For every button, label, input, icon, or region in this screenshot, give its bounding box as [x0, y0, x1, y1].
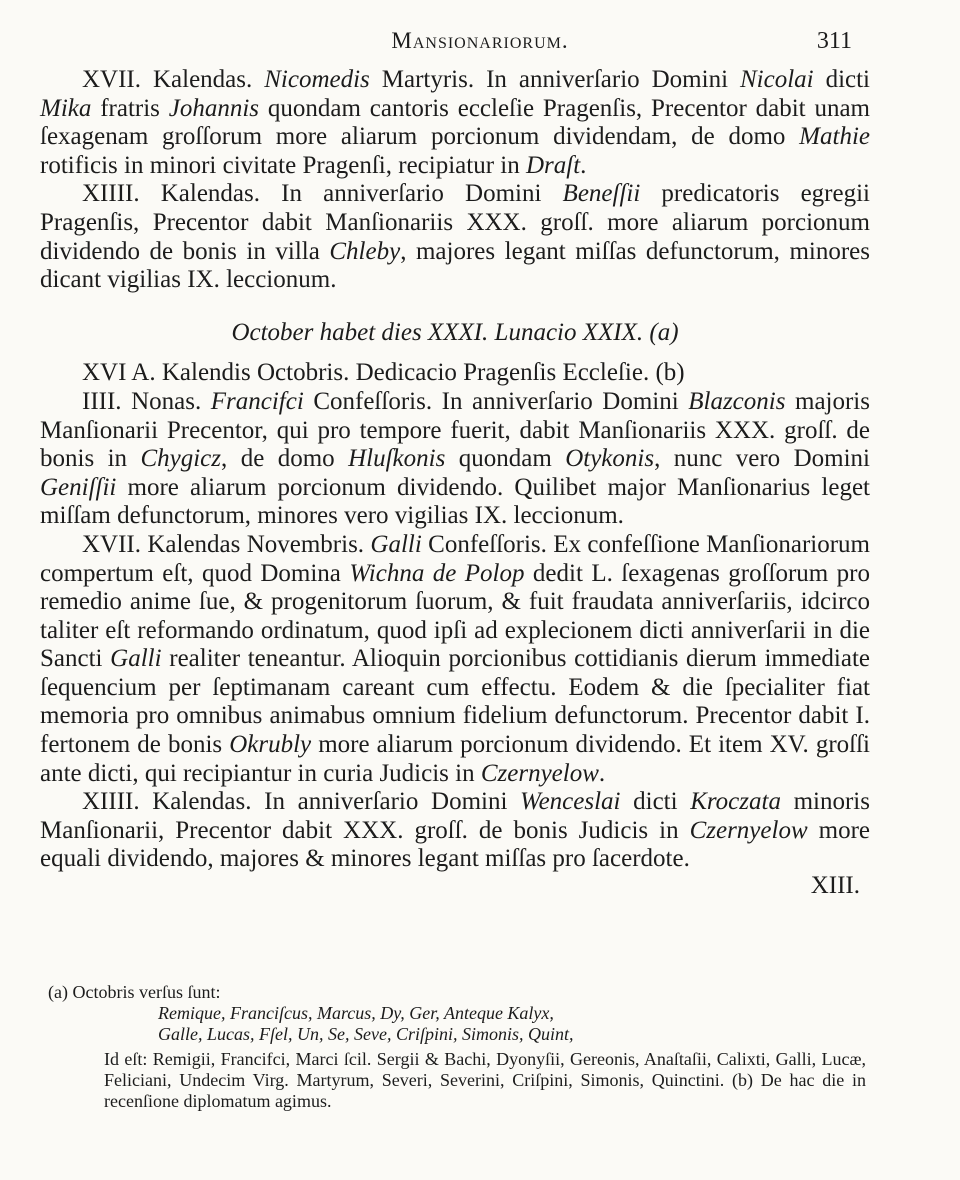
footnote-a-intro: (a) Octobris verſus ſunt: — [48, 982, 221, 1002]
entry-paragraph: XVI A. Kalendis Octobris. Dedicacio Pragenſis Eccleſie. (b) — [82, 359, 685, 387]
month-heading: October habet dies XXXI. Lunacio XXIX. (a) — [231, 318, 679, 346]
running-title: Mansionariorum. — [391, 28, 569, 53]
entry-paragraph: IIII. Nonas. Francifci Confeſſoris. In anniverſario Domini Blazconis majoris Manſionarii Precentor, qui pro tempore fuerit, dabit Manſionariis XXX. groſſ. de bonis in Chygicz, de domo Hluſkonis quondam Otykonis, nunc vero Domini Geniſſii more aliarum porcionum dividendo. Quilibet major Manſionarius leget miſſam defunctorum, minores vero vigilias IX. leccionum. — [40, 387, 870, 530]
main-text — [40, 66, 870, 901]
catchword: XIII. — [810, 872, 860, 900]
running-head — [0, 28, 960, 62]
footnotes — [48, 982, 866, 1112]
footnote-verse: Remique, Franciſcus, Marcus, Dy, Ger, Anteque Kalyx, — [158, 1003, 554, 1023]
entry-paragraph: XVII. Kalendas. Nicomedis Martyris. In anniverſario Domini Nicolai dicti Mika fratris Johannis quondam cantoris eccleſie Pragenſis, Precentor dabit unam ſexagenam groſſorum more aliarum porcionum dividendam, de domo Mathie rotificis in minori civitate Pragenſi, recipiatur in Draſt. — [40, 66, 870, 179]
entry-paragraph: XIIII. Kalendas. In anniverſario Domini Wenceslai dicti Kroczata minoris Manſionarii, Precentor dabit XXX. groſſ. de bonis Judicis in Czernyelow more equali dividendo, majores & minores legant miſſas pro ſacerdote. — [40, 788, 870, 873]
footnote-verse: Galle, Lucas, Fſel, Un, Se, Seve, Criſpini, Simonis, Quint, — [158, 1024, 574, 1044]
entry-paragraph: XIIII. Kalendas. In anniverſario Domini Beneſſii predicatoris egregii Pragenſis, Precentor dabit Manſionariis XXX. groſſ. more aliarum porcionum dividendo de bonis in villa Chleby, majores legant miſſas defunctorum, minores dicant vigilias IX. leccionum. — [40, 180, 871, 294]
footnote-explanation: Id eſt: Remigii, Francifci, Marci ſcil. Sergii & Bachi, Dyonyſii, Gereonis, Anaſtaſii, Calixti, Galli, Lucæ, Feliciani, Undecim Virg. Martyrum, Severi, Severini, Criſpini, Simonis, Quinctini. (b) De hac die in recenſione diplomatum agimus. — [104, 1049, 866, 1111]
page-number: 311 — [816, 28, 852, 54]
entry-paragraph: XVII. Kalendas Novembris. Galli Confeſſoris. Ex confeſſione Manſionariorum compertum eſt, quod Domina Wichna de Polop dedit L. ſexagenas groſſorum pro remedio anime ſue, & progenitorum ſuorum, & fuit fraudata anniverſariis, idcirco taliter eſt reformando ordinatum, quod ipſi ad explecionem dicti anniverſarii in die Sancti Galli realiter teneantur. Alioquin porcionibus cottidianis dierum immediate ſequencium per ſeptimanam careant cum effectu. Eodem & die ſpecialiter fiat memoria pro omnibus animabus omnium fidelium defunctorum. Precentor dabit I. fertonem de bonis Okrubly more aliarum porcionum dividendo. Et item XV. groſſi ante dicti, qui recipiantur in curia Judicis in Czernyelow. — [40, 530, 870, 787]
